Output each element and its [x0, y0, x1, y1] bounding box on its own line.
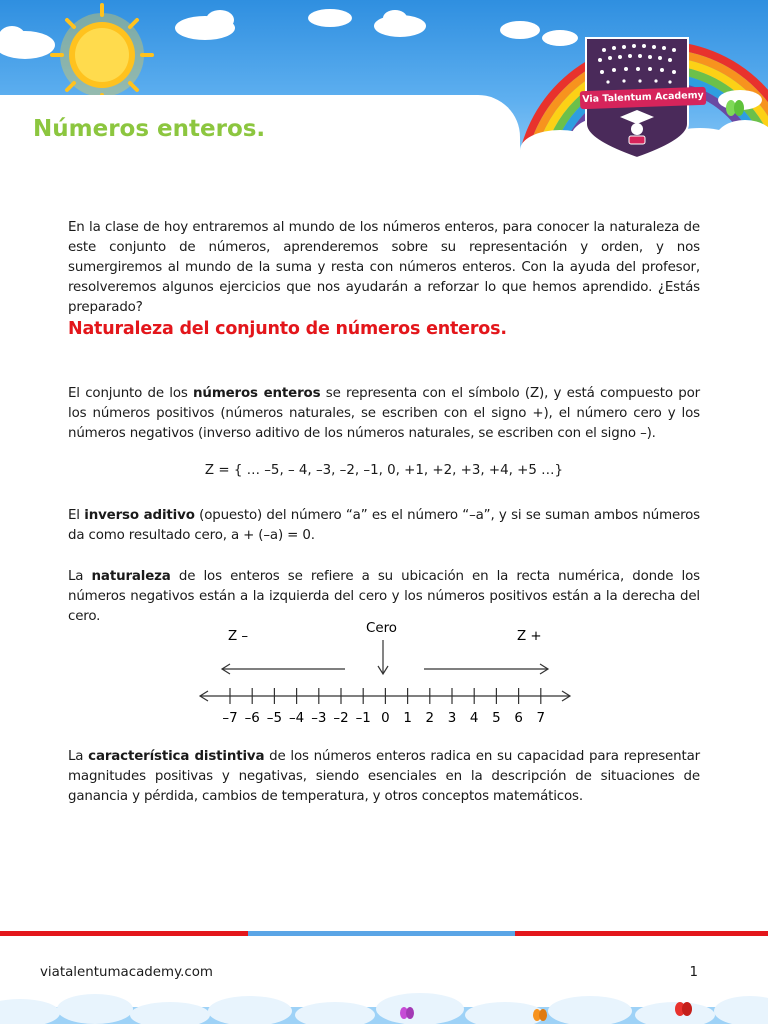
axis-tick-label: 2	[425, 711, 435, 726]
label-positive: Z +	[517, 629, 542, 644]
axis-tick-label: 4	[469, 711, 479, 726]
footer-divider	[0, 931, 768, 936]
label-zero: Cero	[366, 621, 397, 636]
bold-term: números enteros	[193, 386, 321, 401]
intro-paragraph: En la clase de hoy entraremos al mundo de los números enteros, para conocer la naturaleza de este conjunto de números, aprenderemos sobre su representación y orden, y nos sumergiremos al mundo de la suma y resta con números enteros. Con la ayuda del profesor, resolveremos algunos ejercicios que nos ayudarán a reforzar lo que hemos aprendido. ¿Estás preparado?	[68, 220, 700, 315]
axis-tick-label: –4	[288, 711, 305, 726]
axis-tick-label: 0	[381, 711, 390, 726]
page-title: Números enteros.	[33, 116, 266, 142]
bold-term: naturaleza	[91, 569, 171, 584]
logo-banner: Via Talentum Academy	[580, 87, 707, 109]
section-title: Naturaleza del conjunto de números enteros.	[68, 319, 507, 339]
paragraph-additive-inverse	[68, 506, 700, 546]
axis-tick-label: –6	[244, 711, 260, 726]
bold-term: inverso aditivo	[84, 508, 195, 523]
text: El	[68, 508, 85, 523]
number-line-diagram	[190, 618, 580, 728]
text: El conjunto de los	[68, 386, 194, 401]
set-formula: Z = { … –5, – 4, –3, –2, –1, 0, +1, +2, +3, +4, +5 …}	[204, 463, 564, 478]
axis-tick-label: –7	[222, 711, 238, 726]
axis-tick-label: –3	[311, 711, 327, 726]
text: (opuesto) del número “a” es el número “–a”, y si se suman ambos números da como resultado cero, a + (–a) = 0.	[68, 508, 701, 543]
axis-tick-label: 5	[492, 711, 501, 726]
axis-tick-label: 6	[514, 711, 523, 726]
text: se representa con el símbolo (Z), y está compuesto por los números positivos (números naturales, se escriben con el signo +), el número cero y los números negativos (inverso aditivo de los números naturales, se escriben con el signo –).	[68, 386, 700, 441]
footer-clouds	[0, 985, 768, 1024]
text: La	[68, 749, 89, 764]
axis-ticks	[222, 688, 545, 726]
axis-tick-label: –5	[266, 711, 283, 726]
text: de los números enteros radica en su capacidad para representar magnitudes positivas y negativas, siendo esenciales en la descripción de situaciones de ganancia y pérdida, cambios de temperatura, y otros conceptos matemáticos.	[68, 749, 700, 804]
sun-icon	[52, 5, 152, 105]
label-negative: Z –	[228, 629, 249, 644]
bold-term: característica distintiva	[88, 749, 265, 764]
paragraph-integers-definition	[68, 384, 700, 444]
text: La	[68, 569, 92, 584]
axis-tick-label: 3	[447, 711, 457, 726]
axis-tick-label: –1	[355, 711, 371, 726]
axis-tick-label: 1	[403, 711, 412, 726]
text: de los enteros se refiere a su ubicación en la recta numérica, donde los números negativos están a la izquierda del cero y los números positivos están a la derecha del cero.	[68, 569, 700, 624]
paragraph-distinctive	[68, 747, 700, 807]
axis-tick-label: 7	[536, 711, 546, 726]
page-number: 1	[689, 965, 698, 980]
axis-tick-label: –2	[333, 711, 349, 726]
footer-url: viatalentumacademy.com	[40, 965, 213, 980]
